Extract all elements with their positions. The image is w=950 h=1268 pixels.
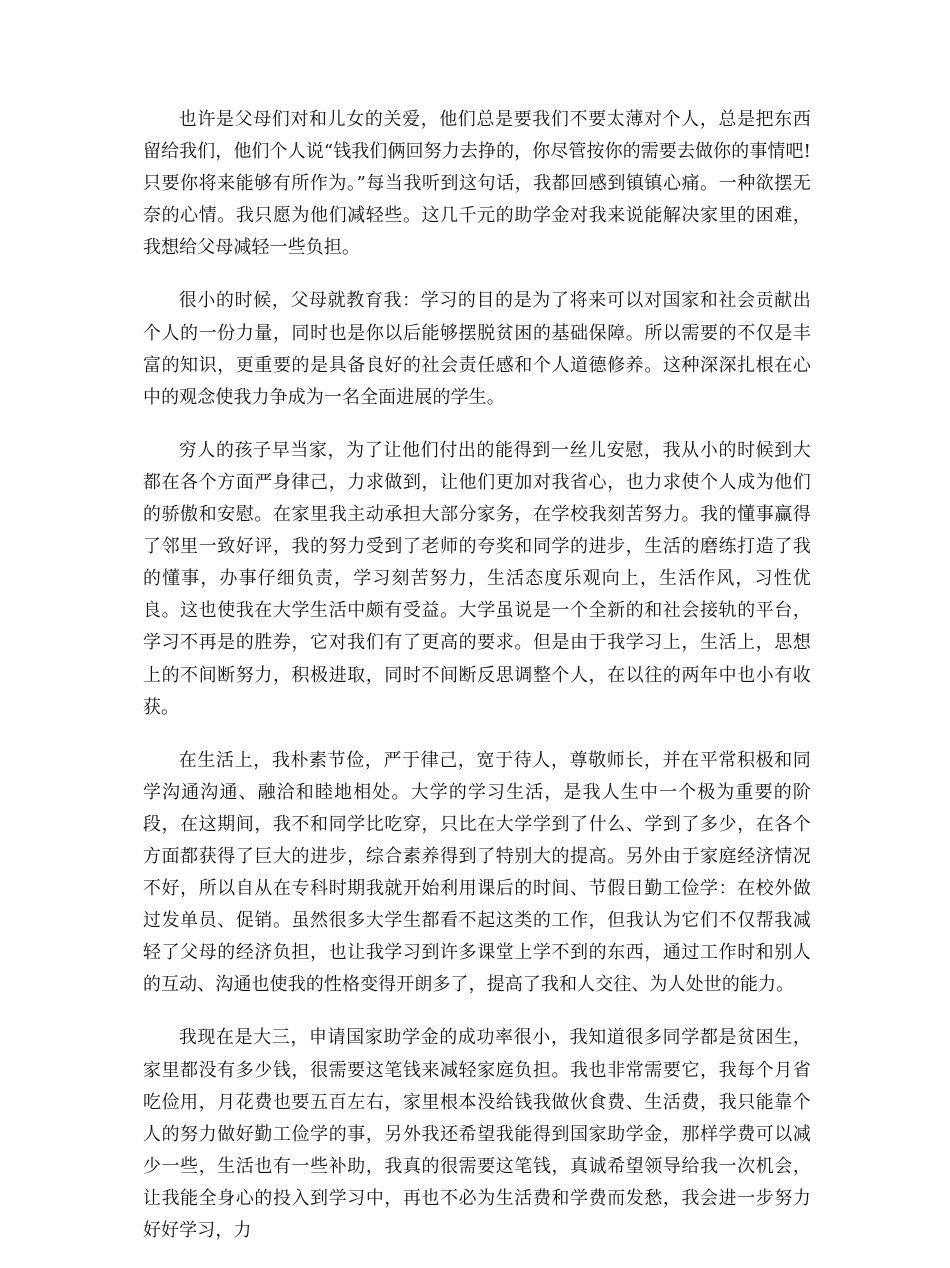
document-body — [143, 104, 811, 1268]
paragraph-3: 穷人的孩子早当家，为了让他们付出的能得到一丝儿安慰，我从小的时候到大都在各个方面严身律己，力求做到，让他们更加对我省心，也力求使个人成为他们的骄傲和安慰。在家里我主动承担大部分家务，在学校我刻苦努力。我的懂事赢得了邻里一致好评，我的努力受到了老师的夸奖和同学的进步，生活的磨练打造了我的懂事，办事仔细负责，学习刻苦努力，生活态度乐观向上，生活作风，习性优良。这也使我在大学生活中颇有受益。大学虽说是一个全新的和社会接轨的平台，学习不再是的胜券，它对我们有了更高的要求。但是由于我学习上，生活上，思想上的不间断努力，积极进取，同时不间断反思调整个人，在以往的两年中也小有收获。 — [143, 439, 811, 718]
paragraph-4: 在生活上，我朴素节俭，严于律己，宽于待人，尊敬师长，并在平常积极和同学沟通沟通、融洽和睦地相处。大学的学习生活，是我人生中一个极为重要的阶段，在这期间，我不和同学比吃穿，只比在大学学到了什么、学到了多少，在各个方面都获得了巨大的进步，综合素养得到了特别大的提高。另外由于家庭经济情况不好，所以自从在专科时期我就开始利用课后的时间、节假日勤工俭学：在校外做过发单员、促销。虽然很多大学生都看不起这类的工作，但我认为它们不仅帮我减轻了父母的经济负担，也让我学习到许多课堂上学不到的东西，通过工作时和别人的互动、沟通也使我的性格变得开朗多了，提高了我和人交往、为人处世的能力。 — [143, 749, 811, 996]
paragraph-1: 也许是父母们对和儿女的关爱，他们总是要我们不要太薄对个人，总是把东西留给我们，他们个人说“钱我们俩回努力去挣的，你尽管按你的需要去做你的事情吧!只要你将来能够有所作为。”每当我听到这句话，我都回感到镇镇心痛。一种欲摆无奈的心情。我只愿为他们减轻些。这几千元的助学金对我来说能解决家里的困难，我想给父母减轻一些负担。 — [143, 109, 812, 259]
paragraph-5: 我现在是大三，申请国家助学金的成功率很小，我知道很多同学都是贫困生，家里都没有多少钱，很需要这笔钱来减轻家庭负担。我也非常需要它，我每个月省吃俭用，月花费也要五百左右，家里根本没给钱我做伙食费、生活费，我只能靠个人的努力做好勤工俭学的事，另外我还希望我能得到国家助学金，那样学费可以减少一些，生活也有一些补助，我真的很需要这笔钱，真诚希望领导给我一次机会，让我能全身心的投入到学习中，再也不必为生活费和学费而发愁，我会进一步努力好好学习，力 — [143, 1027, 811, 1241]
paragraph-2: 很小的时候，父母就教育我：学习的目的是为了将来可以对国家和社会贡献出个人的一份力量，同时也是你以后能够摆脱贫困的基础保障。所以需要的不仅是丰富的知识，更重要的是具备良好的社会责任感和个人道德修养。这种深深扎根在心中的观念使我力争成为一名全面进展的学生。 — [143, 290, 811, 408]
